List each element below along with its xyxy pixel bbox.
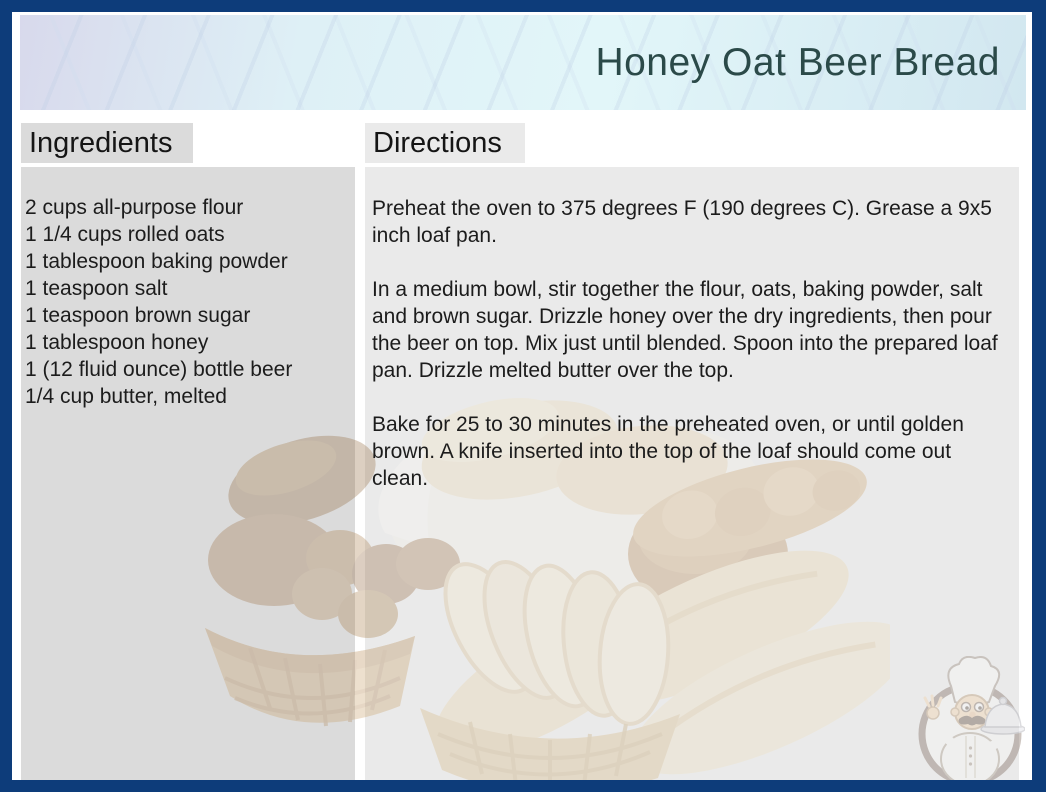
ingredients-panel <box>21 167 355 780</box>
ingredient-item: 1 tablespoon baking powder <box>25 250 288 273</box>
ingredients-heading-box <box>21 123 193 163</box>
ingredient-item: 1 teaspoon salt <box>25 277 168 300</box>
directions-text <box>365 167 1019 492</box>
directions-heading: Directions <box>373 126 502 159</box>
ingredient-item: 1 1/4 cups rolled oats <box>25 223 225 246</box>
header-banner <box>20 15 1026 110</box>
ingredient-item: 1/4 cup butter, melted <box>25 385 227 408</box>
directions-paragraph: In a medium bowl, stir together the flour, oats, baking powder, salt and brown sugar. Drizzle honey over the dry ingredients, then pour the beer on top. Mix just until blended. Spoon into the prepared loaf pan. Drizzle melted butter over the top. <box>372 278 998 382</box>
ingredient-item: 1 teaspoon brown sugar <box>25 304 251 327</box>
ingredient-item: 1 tablespoon honey <box>25 331 209 354</box>
ingredient-item: 1 (12 fluid ounce) bottle beer <box>25 358 293 381</box>
directions-panel <box>365 167 1019 780</box>
page-title: Honey Oat Beer Bread <box>595 40 1000 84</box>
ingredient-item: 2 cups all-purpose flour <box>25 196 244 219</box>
ingredients-heading: Ingredients <box>29 126 173 159</box>
directions-heading-box <box>365 123 525 163</box>
ingredients-list <box>21 167 355 410</box>
directions-paragraph: Bake for 25 to 30 minutes in the preheated oven, or until golden brown. A knife inserted into the top of the loaf should come out clean. <box>372 413 964 490</box>
directions-paragraph: Preheat the oven to 375 degrees F (190 degrees C). Grease a 9x5 inch loaf pan. <box>372 197 992 247</box>
